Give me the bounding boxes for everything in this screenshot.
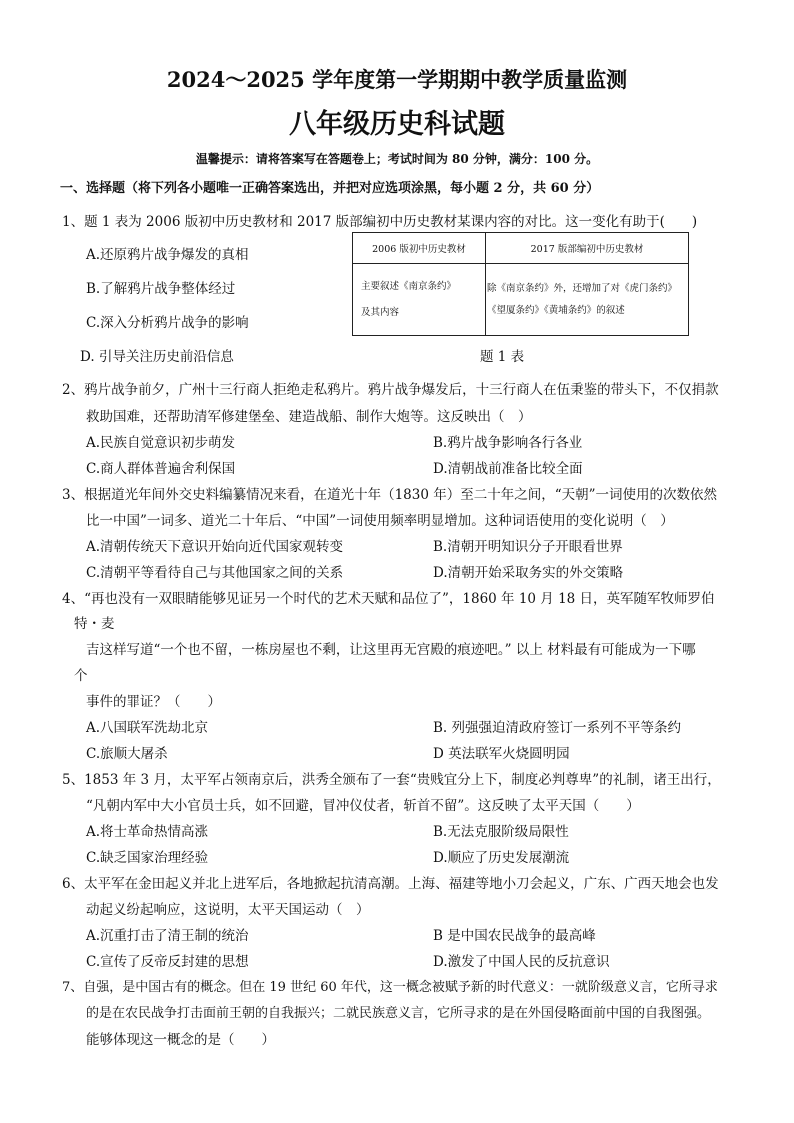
question-1-option-c[interactable]: C.深入分析鸦片战争的影响 [86, 315, 249, 331]
table-cell-2006-line1: 主要叙述《南京条约》 [361, 280, 457, 292]
question-2-stem-line1: 2、鸦片战争前夕，广州十三行商人拒绝走私鸦片。鸦片战争爆发后，十三行商人在伍秉鉴的带头下，不仅捐款 [62, 382, 719, 398]
question-1-stem: 1、题 1 表为 2006 版初中历史教材和 2017 版部编初中历史教材某课内容的对比。这一变化有助于( ) [62, 214, 698, 230]
question-3-option-d[interactable]: D.清朝开始采取务实的外交策略 [433, 565, 624, 581]
question-7-stem-line1: 7、自强，是中国古有的概念。但在 19 世纪 60 年代，这一概念被赋予新的时代意义：一就阶级意义言，它所寻求 [62, 980, 718, 995]
question-3-option-a[interactable]: A.清朝传统天下意识开始向近代国家观转变 [86, 539, 344, 555]
question-1-option-d[interactable]: D. 引导关注历史前沿信息 [80, 349, 234, 365]
question-3-stem-line1: 3、根据道光年间外交史料编纂情况来看，在道光十年（1830 年）至二十年之间，“天朝”一词使用的次数依然 [62, 487, 718, 503]
question-1-option-a[interactable]: A.还原鸦片战争爆发的真相 [86, 247, 249, 263]
question-4-option-d[interactable]: D 英法联军火烧圆明园 [433, 746, 570, 762]
table-cell-2017-line2: 《望厦条约》《黄埔条约》的叙述 [487, 304, 625, 316]
table-header-2006: 2006 版初中历史教材 [353, 233, 486, 264]
question-7-stem-line3: 能够体现这一概念的是（ ） [86, 1032, 275, 1048]
question-5-option-a[interactable]: A.将士革命热情高涨 [86, 824, 209, 840]
question-6-stem-line2: 动起义纷起响应，这说明，太平天国运动（ ） [86, 902, 370, 918]
question-4-stem-line3: 吉这样写道“一个也不留，一栋房屋也不剩，让这里再无宫殿的痕迹吧。” 以上 材料最有可能成为一下哪 [86, 642, 696, 658]
question-2-stem-line2: 救助国难，还帮助清军修建堡垒、建造战船、制作大炮等。这反映出（ ） [86, 409, 532, 425]
question-2-option-d[interactable]: D.清朝战前准备比较全面 [433, 461, 583, 477]
table-header-2017: 2017 版部编初中历史教材 [486, 233, 689, 264]
table-cell-2017-line1: 除《南京条约》外，还增加了对《虎门条约》 [487, 282, 678, 294]
table-cell-2017 [486, 264, 689, 336]
question-1-option-b[interactable]: B.了解鸦片战争整体经过 [86, 281, 236, 297]
tip-label: 温馨提示： [195, 152, 256, 166]
question-4-stem-line1: 4、“再也没有一双眼睛能够见证另一个时代的艺术天赋和品位了”，1860 年 10 月 18 日，英军随军牧师罗伯 [62, 591, 715, 607]
question-5-option-d[interactable]: D.顺应了历史发展潮流 [433, 850, 570, 866]
question-4-option-b[interactable]: B. 列强强迫清政府签订一系列不平等条约 [433, 720, 682, 736]
question-3-stem-line2: 比一中国”一词多、道光二十年后、“中国”一词使用频率明显增加。这种词语使用的变化说明（ ） [86, 513, 674, 529]
exam-subtitle: 八年级历史科试题 [289, 109, 505, 140]
question-6-option-d[interactable]: D.激发了中国人民的反抗意识 [433, 954, 610, 970]
question-4-stem-line2: 特・麦 [74, 616, 115, 632]
question-3-option-b[interactable]: B.清朝开明知识分子开眼看世界 [433, 539, 623, 555]
question-4-stem-line5: 事件的罪证？（ ） [86, 694, 221, 710]
table-caption: 题 1 表 [480, 349, 525, 365]
table-cell-2006-line2: 及其内容 [361, 306, 400, 318]
question-6-stem-line1: 6、太平军在金田起义并北上进军后，各地掀起抗清高潮。上海、福建等地小刀会起义，广东、广西天地会也发 [62, 876, 719, 892]
question-6-option-a[interactable]: A.沉重打击了清王制的统治 [86, 928, 249, 944]
question-5-stem-line2: “凡朝内军中大小官员士兵，如不回避，冒冲仪仗者，斩首不留”。这反映了太平天国（ ） [86, 798, 640, 814]
tip-text: 请将答案写在答题卷上；考试时间为 80 分钟，满分：100 分。 [255, 152, 599, 166]
exam-tip [0, 150, 794, 167]
question-6-option-c[interactable]: C.宣传了反帝反封建的思想 [86, 954, 249, 970]
question-5-option-b[interactable]: B.无法克服阶级局限性 [433, 824, 569, 840]
question-4-stem-line4: 个 [74, 668, 88, 684]
question-7-stem-line2: 的是在农民战争打击面前王朝的自我振兴；二就民族意义言，它所寻求的是在外国侵略面前中国的自我图强。 [86, 1006, 711, 1021]
question-4-option-c[interactable]: C.旅顺大屠杀 [86, 746, 168, 762]
exam-title: 2024～2025 学年度第一学期期中教学质量监测 [166, 67, 628, 92]
question-3-option-c[interactable]: C.清朝平等看待自己与其他国家之间的关系 [86, 565, 344, 581]
section-heading: 一、选择题（将下列各小题唯一正确答案选出，并把对应选项涂黑，每小题 2 分，共 60 分） [60, 181, 600, 196]
question-2-option-b[interactable]: B.鸦片战争影响各行各业 [433, 435, 583, 451]
question-5-stem-line1: 5、1853 年 3 月，太平军占领南京后，洪秀全颁布了一套“贵贱宜分上下，制度必判尊卑”的礼制，诸王出行， [62, 772, 721, 788]
question-1-comparison-table [352, 232, 689, 336]
question-6-option-b[interactable]: B 是中国农民战争的最高峰 [433, 928, 596, 944]
question-4-option-a[interactable]: A.八国联军洗劫北京 [86, 720, 209, 736]
question-2-option-c[interactable]: C.商人群体普遍舍利保国 [86, 461, 236, 477]
question-2-option-a[interactable]: A.民族自觉意识初步萌发 [86, 435, 236, 451]
table-cell-2006 [353, 264, 486, 336]
question-5-option-c[interactable]: C.缺乏国家治理经验 [86, 850, 209, 866]
